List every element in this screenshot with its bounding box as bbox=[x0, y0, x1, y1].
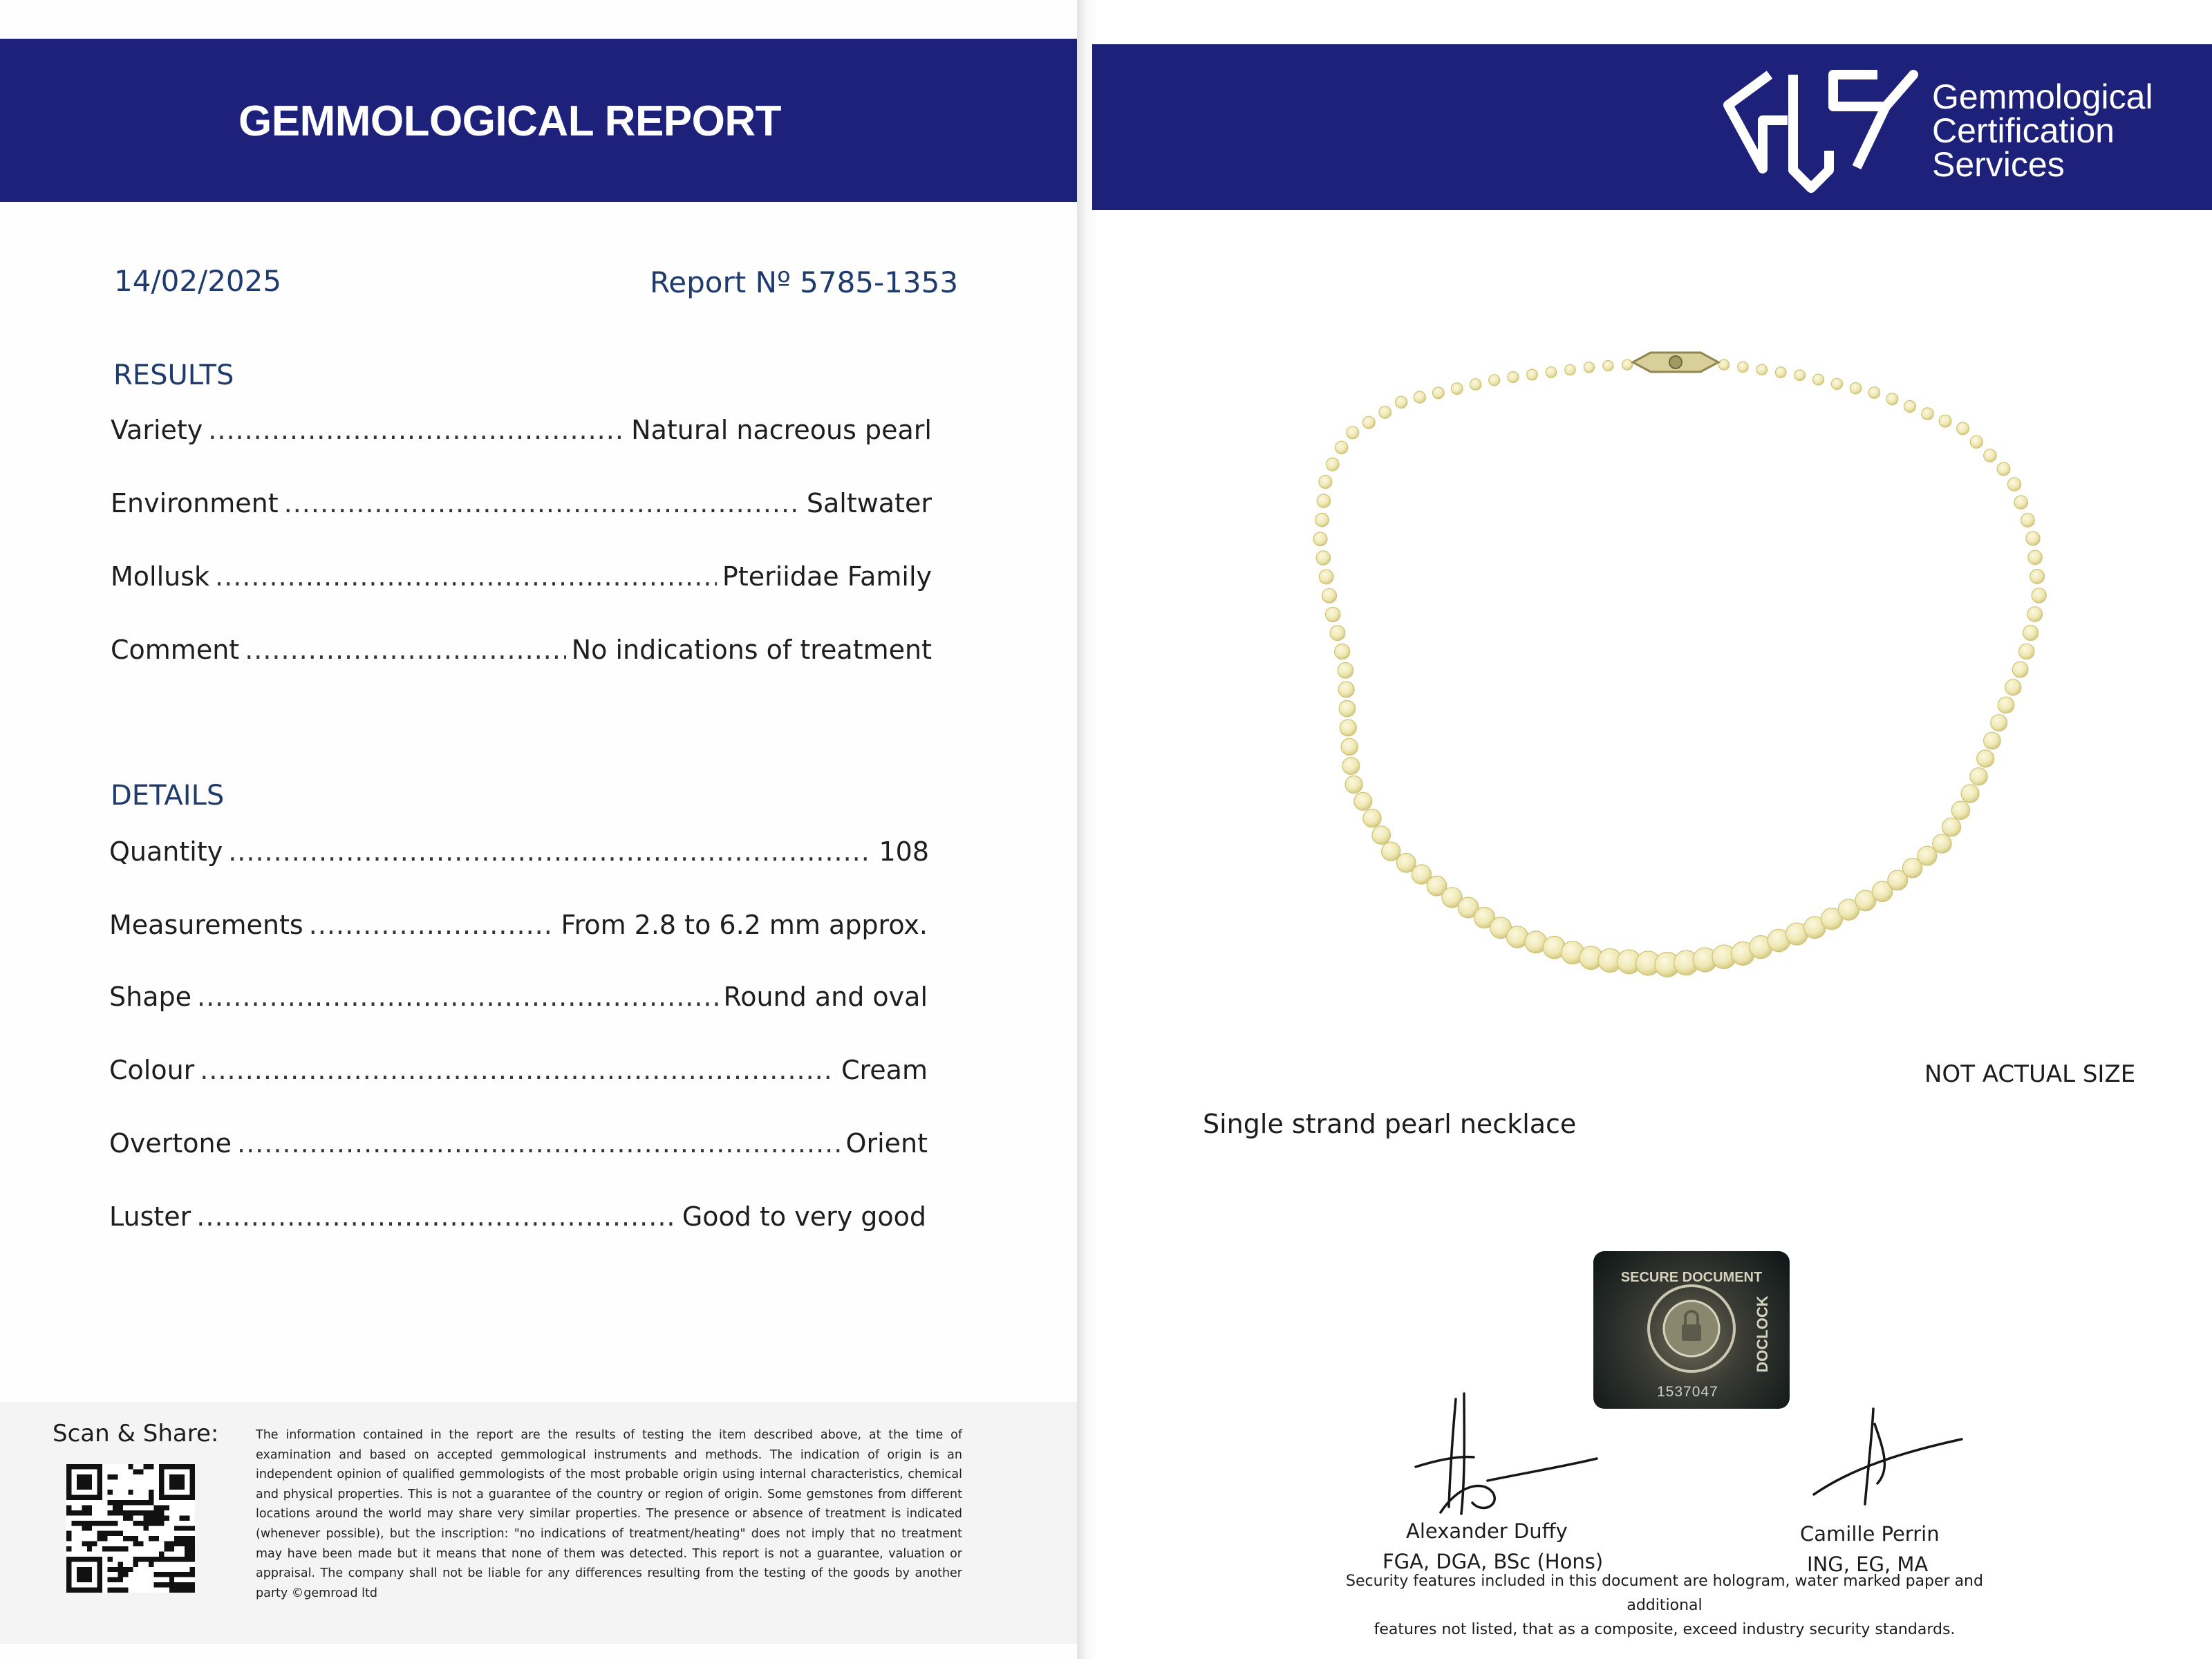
result-label: Mollusk bbox=[111, 561, 210, 592]
details-heading: DETAILS bbox=[111, 780, 225, 812]
detail-value: Good to very good bbox=[682, 1201, 926, 1232]
report-date: 14/02/2025 bbox=[114, 264, 282, 298]
detail-row-shape bbox=[109, 982, 928, 1023]
detail-label: Overtone bbox=[109, 1128, 232, 1159]
pearl bbox=[1813, 374, 1824, 385]
signatory-credentials: ING, EG, MA bbox=[1807, 1553, 1929, 1576]
result-label: Comment bbox=[111, 635, 240, 665]
pearl bbox=[1335, 441, 1348, 453]
detail-row-measurements bbox=[109, 910, 928, 951]
pearl bbox=[1432, 387, 1444, 399]
brand-name bbox=[1932, 77, 2153, 184]
pearl bbox=[1718, 359, 1729, 370]
pearl bbox=[1850, 383, 1861, 394]
pearl bbox=[2032, 588, 2046, 603]
pearl bbox=[1326, 607, 1340, 621]
results-heading: RESULTS bbox=[113, 359, 234, 391]
scan-share-label: Scan & Share: bbox=[53, 1420, 219, 1447]
pearl bbox=[1942, 818, 1961, 836]
pearl bbox=[1339, 700, 1356, 717]
pearl bbox=[1831, 378, 1842, 389]
result-label: Variety bbox=[111, 415, 203, 445]
disclaimer-text: The information contained in the report are the results of testing the item described above, at the time of examination and based on accepted gemmological instruments and methods. The indication of origin is an independent opinion of qualified gemmologists of the most probable origin using internal characteristics, chemical and physical properties. This is not a guarantee of the country or region of origin. Some gemstones from different locations around the world may share very similar properties. The presence or absence of treatment is indicated (whenever possible), but the inscription: "no indications of treatment/heating" does not imply that no treatment may have been made but it means that none of them was detected. This report is not a guarantee, valuation or appraisal. The company shall not be liable for any differences resulting from the testing of the goods by another party ©gemroad ltd bbox=[256, 1428, 962, 1600]
pearl bbox=[1565, 364, 1575, 375]
detail-value: 108 bbox=[879, 836, 929, 867]
pearl bbox=[1939, 415, 1951, 427]
pearl bbox=[2012, 662, 2028, 677]
pearl bbox=[2023, 626, 2038, 641]
pearl bbox=[1951, 801, 1969, 819]
detail-label: Quantity bbox=[109, 836, 223, 867]
result-value: Natural nacreous pearl bbox=[631, 415, 932, 445]
signature-duffy-icon bbox=[1410, 1389, 1604, 1521]
pearl bbox=[1338, 682, 1354, 697]
pearl bbox=[1970, 435, 1983, 448]
pearl bbox=[1372, 826, 1391, 845]
report-number: Report Nº 5785-1353 bbox=[650, 265, 959, 299]
pearl bbox=[1316, 551, 1330, 565]
pearl bbox=[1998, 697, 2014, 713]
pearl bbox=[1622, 359, 1633, 370]
pearl bbox=[1313, 532, 1327, 546]
detail-row-colour bbox=[109, 1055, 928, 1096]
pearl bbox=[1470, 379, 1481, 390]
hologram-ring-text: SECURE DOCUMENT bbox=[1620, 1270, 1763, 1285]
pearl bbox=[1317, 494, 1330, 507]
detail-row-luster bbox=[109, 1201, 926, 1243]
gcs-logo-icon bbox=[1721, 65, 1922, 198]
detail-row-overtone bbox=[109, 1128, 928, 1170]
pearl bbox=[1922, 408, 1933, 420]
pearl bbox=[2021, 514, 2035, 527]
pearl bbox=[1997, 462, 2010, 476]
result-value: No indications of treatment bbox=[571, 635, 932, 665]
pearl bbox=[1970, 768, 1987, 785]
pearl bbox=[1775, 367, 1786, 378]
pearl bbox=[1489, 375, 1500, 386]
result-row-mollusk bbox=[111, 561, 932, 603]
detail-value: Orient bbox=[845, 1128, 928, 1159]
result-row-variety bbox=[111, 415, 932, 456]
qr-code-icon[interactable] bbox=[66, 1464, 195, 1593]
pearl-necklace-image bbox=[1272, 339, 2088, 1016]
pearl bbox=[1546, 367, 1557, 378]
pearl bbox=[1868, 387, 1880, 399]
pearl bbox=[1396, 396, 1407, 408]
brand-line: Gemmological bbox=[1932, 77, 2153, 116]
pearl bbox=[1414, 391, 1425, 403]
pearl bbox=[1904, 400, 1916, 412]
pearl bbox=[1738, 362, 1748, 372]
detail-label: Measurements bbox=[109, 910, 303, 940]
pearl bbox=[1335, 644, 1350, 659]
pearl bbox=[1933, 834, 1951, 853]
pearl bbox=[1379, 406, 1391, 419]
pearl bbox=[1319, 476, 1332, 489]
pearl bbox=[1984, 449, 1996, 462]
pearl bbox=[1340, 720, 1356, 736]
detail-label: Shape bbox=[109, 982, 191, 1012]
brand-line: Certification bbox=[1932, 111, 2115, 150]
detail-value: Round and oval bbox=[723, 982, 928, 1012]
pearl bbox=[1961, 785, 1979, 803]
pearl bbox=[1362, 416, 1375, 429]
pearl bbox=[1382, 842, 1400, 861]
left-report-page bbox=[0, 0, 1078, 1659]
pearl bbox=[2007, 478, 2021, 491]
pearl bbox=[1991, 715, 2007, 731]
pearl bbox=[1319, 570, 1333, 584]
signatory-name: Camille Perrin bbox=[1800, 1522, 1940, 1546]
detail-label: Colour bbox=[109, 1055, 195, 1085]
pearl bbox=[1363, 809, 1381, 827]
signatory-name: Alexander Duffy bbox=[1406, 1519, 1568, 1543]
report-title: GEMMOLOGICAL REPORT bbox=[238, 97, 782, 145]
pearl bbox=[2030, 570, 2045, 584]
pearl bbox=[1977, 750, 1994, 767]
pearl bbox=[1886, 393, 1898, 405]
pearl bbox=[1984, 732, 2001, 749]
pearl bbox=[1341, 738, 1358, 755]
pearl bbox=[1957, 422, 1969, 435]
pearl bbox=[1794, 370, 1806, 381]
pearl bbox=[1584, 362, 1594, 373]
pearl bbox=[1527, 369, 1538, 380]
brand-line: Services bbox=[1932, 145, 2065, 184]
result-label: Environment bbox=[111, 488, 279, 518]
pearl bbox=[1342, 758, 1360, 775]
security-line: features not listed, that as a composite, exceed industry security standards. bbox=[1374, 1621, 1956, 1638]
pearl bbox=[2014, 496, 2027, 509]
item-caption: Single strand pearl necklace bbox=[1203, 1109, 1577, 1139]
clasp-icon bbox=[1633, 353, 1718, 372]
pearl bbox=[1338, 663, 1353, 679]
detail-value: From 2.8 to 6.2 mm approx. bbox=[561, 910, 928, 940]
pearl bbox=[1345, 776, 1362, 793]
not-actual-size-note: NOT ACTUAL SIZE bbox=[1924, 1060, 2136, 1088]
detail-value: Cream bbox=[841, 1055, 928, 1085]
pearl bbox=[2019, 644, 2034, 659]
result-value: Saltwater bbox=[806, 488, 932, 518]
security-line: Security features included in this document are hologram, water marked paper and additional bbox=[1346, 1573, 1983, 1614]
pearl bbox=[1354, 792, 1372, 810]
security-statement bbox=[1319, 1569, 2010, 1642]
signature-perrin-icon bbox=[1808, 1403, 1967, 1507]
pearl bbox=[1451, 383, 1463, 395]
pearl bbox=[1508, 372, 1519, 383]
pearl bbox=[2027, 607, 2043, 622]
hologram-serial: 1537047 bbox=[1657, 1384, 1718, 1400]
result-row-comment bbox=[111, 635, 932, 676]
pearl bbox=[1322, 588, 1337, 603]
pearl bbox=[2028, 550, 2042, 564]
pearl bbox=[1315, 513, 1329, 527]
result-row-environment bbox=[111, 488, 932, 529]
pearl bbox=[1603, 361, 1613, 371]
pearl bbox=[1347, 427, 1359, 439]
detail-row-quantity bbox=[109, 836, 929, 878]
pearl bbox=[1330, 626, 1345, 641]
pearl bbox=[1756, 364, 1767, 375]
detail-label: Luster bbox=[109, 1201, 191, 1232]
pearl bbox=[2005, 679, 2021, 695]
pearl bbox=[1326, 458, 1339, 471]
result-value: Pteriidae Family bbox=[722, 561, 932, 592]
pearl bbox=[2026, 532, 2040, 545]
signatory-credentials: FGA, DGA, BSc (Hons) bbox=[1382, 1550, 1604, 1573]
hologram-brand-text: DOCLOCK bbox=[1754, 1295, 1771, 1373]
